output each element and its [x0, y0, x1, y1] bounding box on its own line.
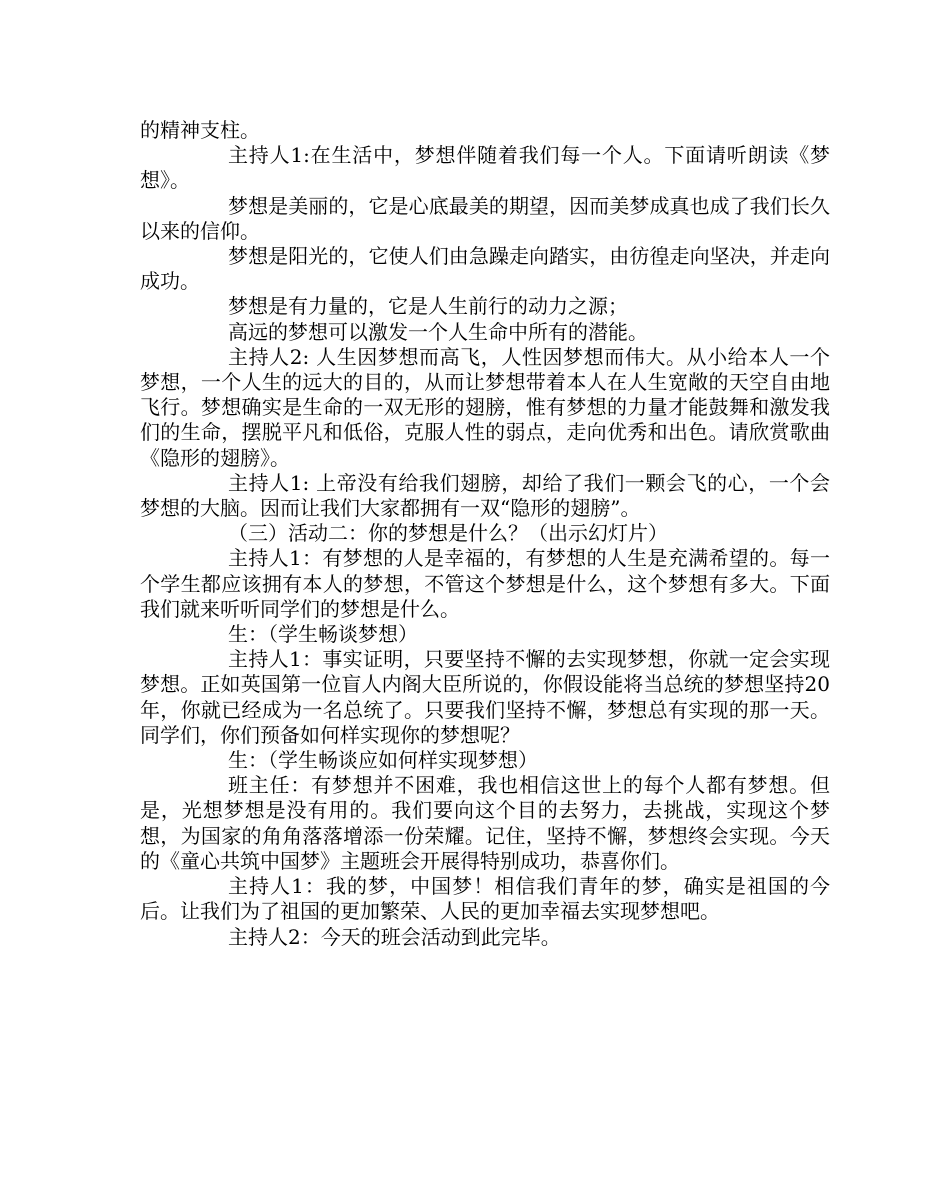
- paragraph-host1-persist: 主持人1：事实证明，只要坚持不懈的去实现梦想，你就一定会实现梦想。正如英国第一位盲人内阁大臣所说的，你假设能将当总统的梦想坚持20年，你就已经成为一名总统了。只要我们坚持不懈，梦想总有实现的那一天。同学们，你们预备如何样实现你的梦想呢？: [140, 647, 830, 747]
- paragraph-continuation: 的精神支柱。: [140, 118, 260, 142]
- paragraph-host1-happiness: 主持人1：有梦想的人是幸福的，有梦想的人生是充满希望的。每一个学生都应该拥有本人的梦想，不管这个梦想是什么，这个梦想有多大。下面我们就来听听同学们的梦想是什么。: [140, 546, 830, 621]
- paragraph-poem-line-1: 梦想是美丽的，它是心底最美的期望，因而美梦成真也成了我们长久以来的信仰。: [140, 193, 830, 243]
- paragraph-students-how: 生：（学生畅谈应如何样实现梦想）: [228, 748, 538, 773]
- paragraph-host1-china-dream: 主持人1：我的梦，中国梦！相信我们青年的梦，确实是祖国的今后。让我们为了祖国的更加繁荣、人民的更加幸福去实现梦想吧。: [140, 874, 830, 924]
- paragraph-poem-line-2: 梦想是阳光的，它使人们由急躁走向踏实，由彷徨走向坚决，并走向成功。: [140, 244, 830, 294]
- paragraph-host2-closing: 主持人2：今天的班会活动到此完毕。: [228, 924, 561, 949]
- paragraph-poem-line-4: 高远的梦想可以激发一个人生命中所有的潜能。: [228, 319, 648, 344]
- paragraph-poem-line-3: 梦想是有力量的，它是人生前行的动力之源；: [228, 294, 628, 319]
- section-heading-activity-2: （三）活动二：你的梦想是什么？（出示幻灯片）: [228, 521, 668, 546]
- document-body: [140, 118, 830, 950]
- paragraph-host1-intro: 主持人1:在生活中，梦想伴随着我们每一个人。下面请听朗读《梦想》。: [140, 143, 830, 193]
- paragraph-students-discuss: 生：（学生畅谈梦想）: [228, 622, 418, 647]
- paragraph-teacher-speech: 班主任：有梦想并不困难，我也相信这世上的每个人都有梦想。但是，光想梦想是没有用的。我们要向这个目的去努力，去挑战，实现这个梦想，为国家的角角落落增添一份荣耀。记住，坚持不懈，梦想终会实现。今天的《童心共筑中国梦》主题班会开展得特别成功，恭喜你们。: [140, 773, 830, 873]
- paragraph-host1-wings: 主持人1: 上帝没有给我们翅膀，却给了我们一颗会飞的心，一个会梦想的大脑。因而让我们大家都拥有一双“隐形的翅膀”。: [140, 470, 830, 521]
- paragraph-host2-wings: 主持人2: 人生因梦想而高飞，人性因梦想而伟大。从小给本人一个梦想，一个人生的远大的目的，从而让梦想带着本人在人生宽敞的天空自由地飞行。梦想确实是生命的一双无形的翅膀，惟有梦想的力量才能鼓舞和激发我们的生命，摆脱平凡和低俗，克服人性的弱点，走向优秀和出色。请欣赏歌曲《隐形的翅膀》。: [140, 344, 830, 470]
